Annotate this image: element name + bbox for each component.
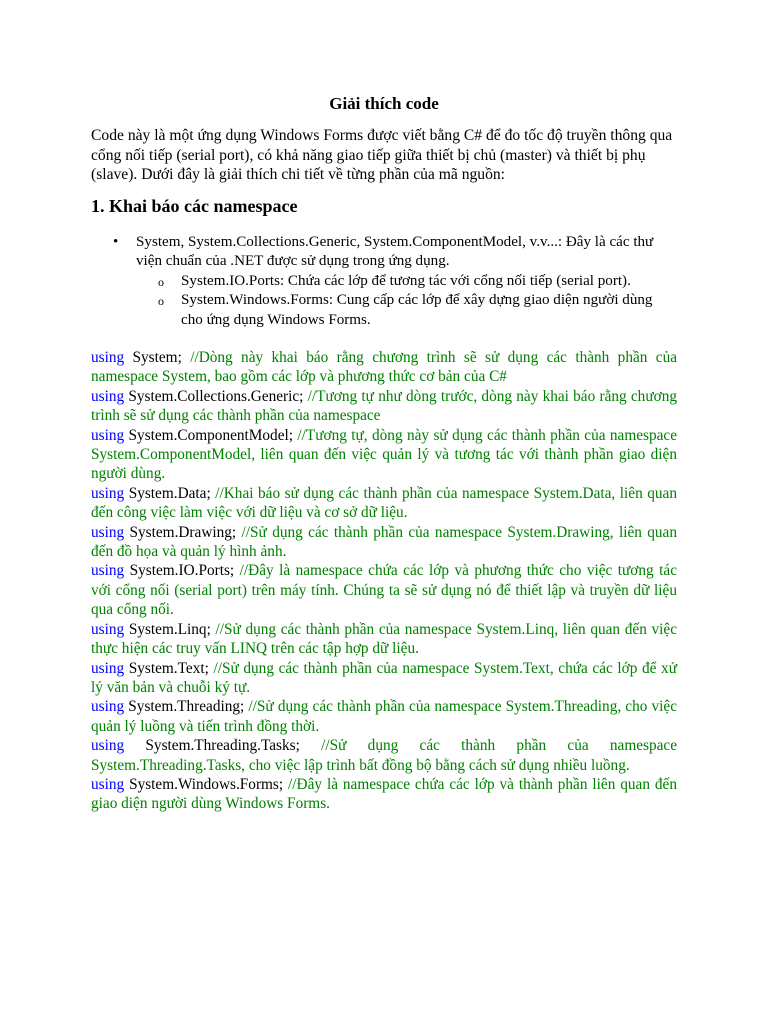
bullet-icon: •	[113, 233, 119, 250]
sub-bullet-text: System.Windows.Forms: Cung cấp các lớp để xây dựng giao diện người dùng cho ứng dụng Windows Forms.	[181, 292, 653, 328]
code-keyword: using	[91, 484, 125, 502]
code-namespace: System.Collections.Generic;	[124, 387, 304, 405]
sub-bullet-item	[136, 291, 677, 330]
code-block	[91, 348, 677, 814]
code-keyword: using	[91, 523, 125, 541]
code-comment: //Tương tự, dòng này sử dụng các thành phần của namespace System.ComponentModel, liên quan đến việc quản lý và tương tác với thành phần giao diện người dùng.	[91, 426, 677, 483]
code-comment: //Sử dụng các thành phần của namespace System.Drawing, liên quan đến đồ họa và quản lý hình ảnh.	[91, 523, 677, 561]
code-comment: //Tương tự như dòng trước, dòng này khai báo rằng chương trình sẽ sử dụng các thành phần của namespace	[91, 387, 678, 425]
code-comment: //Dòng này khai báo rằng chương trình sẽ sử dụng các thành phần của namespace System, bao gồm các lớp và phương thức cơ bản của C#	[91, 349, 678, 386]
code-keyword: using	[91, 737, 125, 755]
page-title: Giải thích code	[329, 94, 439, 113]
code-comment: //Sử dụng các thành phần của namespace System.Text, chứa các lớp để xử lý văn bản và chuỗi ký tự.	[91, 659, 677, 696]
code-keyword: using	[91, 426, 125, 444]
code-comment: //Đây là namespace chứa các lớp và phương thức cho việc tương tác với cổng nối (serial port) trên máy tính. Chúng ta sẽ sử dụng nó để thiết lập và truyền dữ liệu qua cổng nối.	[91, 562, 677, 619]
code-line	[91, 775, 677, 814]
code-line	[91, 561, 677, 619]
code-line	[91, 426, 677, 484]
intro-paragraph: Code này là một ứng dụng Windows Forms được viết bằng C# để đo tốc độ truyền thông qua cổng nối tiếp (serial port), có khả năng giao tiếp giữa thiết bị chủ (master) và thiết bị phụ (slave). Dưới đây là giải thích chi tiết về từng phần của mã nguồn:	[91, 127, 673, 183]
sub-bullet-text: System.IO.Ports: Chứa các lớp để tương tác với cổng nối tiếp (serial port).	[181, 272, 631, 289]
code-comment: //Sử dụng các thành phần của namespace System.Threading.Tasks, cho việc lập trình bất đồng bộ bằng cách sử dụng nhiều luồng.	[91, 737, 678, 774]
code-namespace: System.Data;	[124, 484, 211, 502]
code-line	[91, 484, 677, 523]
code-keyword: using	[91, 698, 125, 716]
code-keyword: using	[91, 562, 125, 580]
code-line	[91, 659, 677, 698]
code-keyword: using	[91, 775, 125, 793]
sub-bullet-item	[136, 272, 677, 292]
code-line	[91, 387, 677, 426]
code-namespace: System.Linq;	[124, 620, 211, 638]
sub-bullet-list	[136, 272, 677, 331]
code-keyword: using	[91, 387, 125, 405]
bullet-text: System, System.Collections.Generic, System.ComponentModel, v.v...: Đây là các thư viện chuẩn của .NET được sử dụng trong ứng dụng.	[136, 233, 654, 269]
code-namespace: System.Windows.Forms;	[124, 775, 284, 793]
code-line	[91, 736, 677, 775]
code-keyword: using	[91, 349, 125, 366]
document-page	[91, 94, 677, 814]
code-keyword: using	[91, 620, 125, 638]
code-comment: //Sử dụng các thành phần của namespace System.Linq, liên quan đến việc thực hiện các truy vấn LINQ trên các tập hợp dữ liệu.	[91, 620, 677, 658]
code-comment: //Sử dụng các thành phần của namespace System.Threading, cho việc quản lý luồng và tiến trình đồng thời.	[91, 698, 677, 735]
code-line	[91, 620, 677, 659]
code-line	[91, 697, 677, 736]
section-heading: 1. Khai báo các namespace	[91, 195, 298, 216]
namespace-bullet-list	[91, 233, 677, 331]
code-keyword: using	[91, 659, 125, 677]
code-comment: //Đây là namespace chứa các lớp và thành phần liên quan đến giao diện người dùng Windows Forms.	[91, 775, 677, 813]
code-line	[91, 348, 677, 387]
code-namespace: System.Threading;	[124, 698, 245, 716]
bullet-item	[91, 233, 677, 331]
circle-bullet-icon: o	[158, 274, 164, 289]
code-namespace: System.Threading.Tasks;	[124, 737, 300, 755]
code-line	[91, 523, 677, 562]
code-namespace: System.ComponentModel;	[124, 426, 293, 444]
code-namespace: System.IO.Ports;	[124, 562, 235, 580]
code-namespace: System;	[124, 349, 182, 366]
code-comment: //Khai báo sử dụng các thành phần của namespace System.Data, liên quan đến công việc làm việc với dữ liệu và cơ sở dữ liệu.	[91, 484, 677, 522]
code-namespace: System.Drawing;	[124, 523, 237, 541]
code-namespace: System.Text;	[124, 659, 209, 677]
circle-bullet-icon: o	[158, 294, 164, 308]
